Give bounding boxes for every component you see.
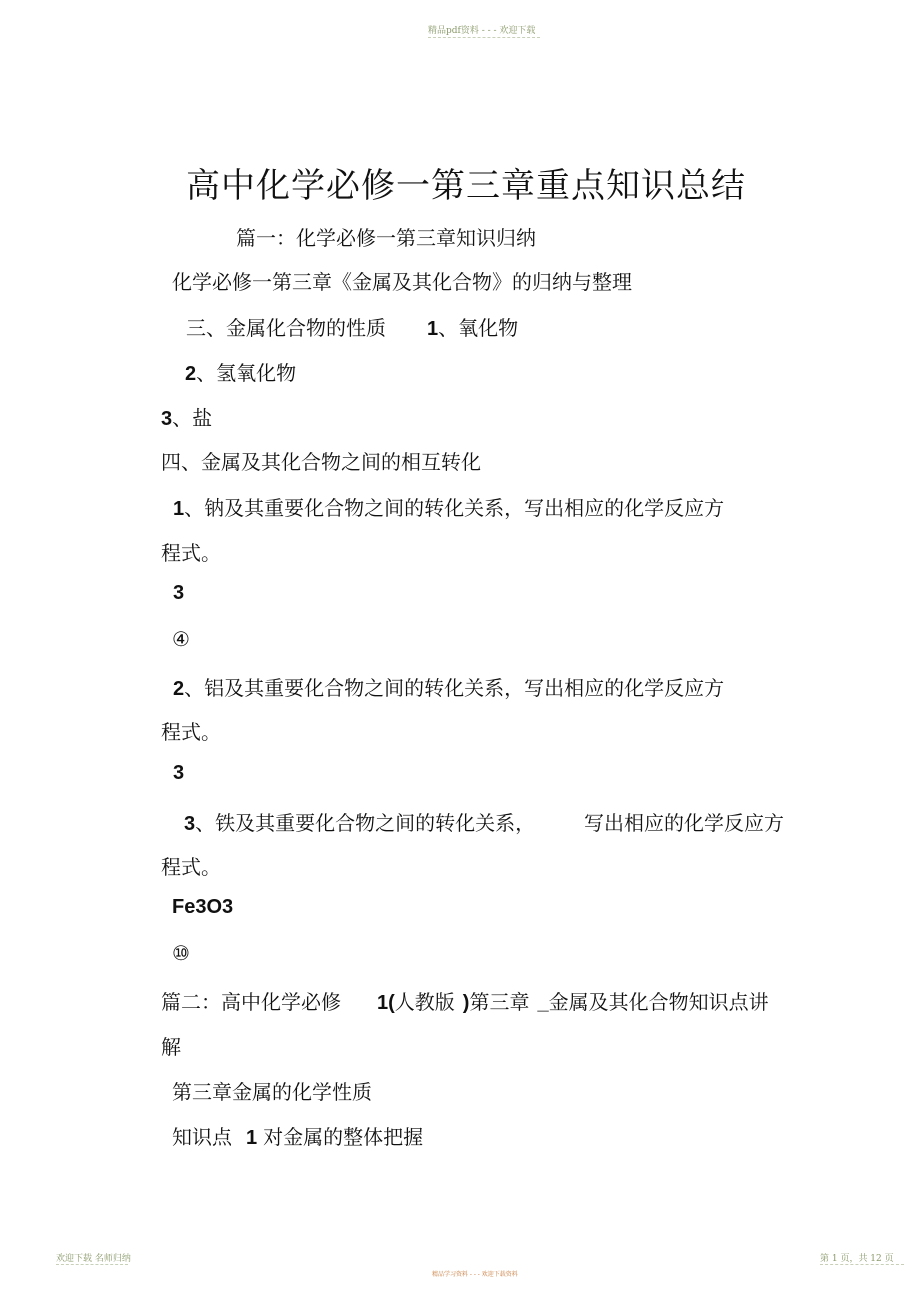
item-text: 、氧化物: [438, 316, 519, 340]
item-oxides: [427, 312, 518, 341]
item-salts: [161, 402, 212, 431]
knowledge-point: [172, 1121, 423, 1150]
item-hydroxides: [185, 357, 296, 386]
footer-center: 精品学习资料 - - - 欢迎下载资料: [432, 1271, 518, 1278]
footer-left-divider: [56, 1264, 128, 1265]
item-number: 2: [185, 363, 197, 385]
footer-right-divider: [820, 1264, 904, 1265]
heading-part: 人教版: [394, 990, 455, 1014]
section-heading-part-two: [161, 986, 769, 1015]
heading-paren: ): [462, 992, 470, 1014]
item-text: 、钠及其重要化合物之间的转化关系，写出相应的化学反应方: [184, 496, 725, 520]
item-iron-conversion: [184, 807, 535, 836]
line-continuation: 程式。: [161, 541, 221, 565]
circled-number: ④: [172, 627, 190, 651]
heading-number: 1(: [377, 992, 395, 1014]
footer-left: 欢迎下载 名师归纳: [56, 1254, 131, 1264]
header-divider: [428, 37, 540, 38]
heading-mutual-conversion: 四、金属及其化合物之间的相互转化: [161, 450, 481, 474]
fragment-number: 3: [173, 582, 185, 604]
item-aluminum-conversion: [173, 672, 724, 701]
page-header: 精品pdf资料 - - - 欢迎下载: [428, 26, 536, 36]
heading-chapter-three: 第三章金属的化学性质: [172, 1080, 372, 1104]
item-number: 1: [427, 318, 439, 340]
formula-fragment: Fe3O3: [172, 896, 234, 918]
heading-underscore: _: [537, 992, 549, 1014]
chapter-subtitle: 化学必修一第三章《金属及其化合物》的归纳与整理: [172, 270, 632, 294]
line-continuation: 程式。: [161, 855, 221, 879]
item-number: 3: [161, 408, 173, 430]
line-continuation: 解: [161, 1035, 181, 1059]
knowledge-text: 对金属的整体把握: [263, 1125, 424, 1149]
knowledge-number: 1: [246, 1127, 258, 1149]
item-text: 、盐: [172, 406, 213, 430]
section-heading-part-one: 篇一：化学必修一第三章知识归纳: [236, 226, 536, 250]
heading-part: 金属及其化合物知识点讲: [548, 990, 769, 1014]
item-text: 、铝及其重要化合物之间的转化关系，写出相应的化学反应方: [184, 676, 725, 700]
heading-metal-compound-properties: 三、金属化合物的性质: [186, 316, 386, 340]
item-text: 、铁及其重要化合物之间的转化关系，: [195, 811, 536, 835]
item-number: 2: [173, 678, 185, 700]
heading-part: 篇二：高中化学必修: [161, 990, 341, 1014]
item-number: 3: [184, 813, 196, 835]
circled-number: ⑩: [172, 941, 190, 965]
heading-part: 第三章: [469, 990, 530, 1014]
knowledge-label: 知识点: [172, 1125, 232, 1149]
fragment-number: 3: [173, 762, 185, 784]
document-title: 高中化学必修一第三章重点知识总结: [186, 166, 746, 206]
item-iron-conversion-tail: 写出相应的化学反应方: [584, 811, 784, 835]
item-number: 1: [173, 498, 185, 520]
item-sodium-conversion: [173, 492, 724, 521]
item-text: 、氢氧化物: [196, 361, 297, 385]
line-continuation: 程式。: [161, 720, 221, 744]
page-number: 第 1 页，共 12 页: [820, 1254, 894, 1264]
